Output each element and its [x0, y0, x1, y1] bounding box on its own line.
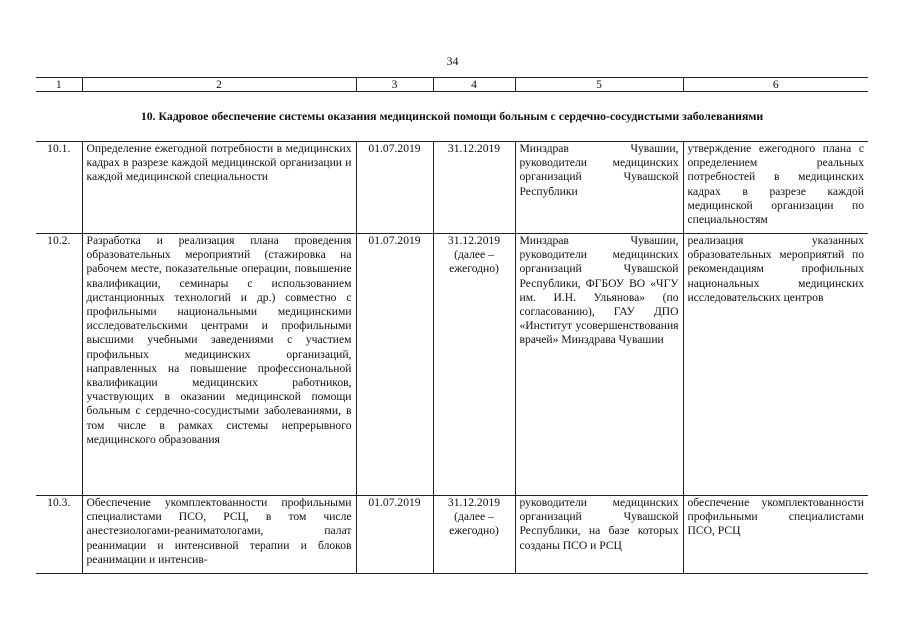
row-responsible: Минздрав Чувашии, руководители медицинских организаций Чувашской Республики, ФГБОУ ВО «ЧГУ им. И.Н. Ульянова» (по согласованию), ГАУ ДПО «Институт усовершенствования врачей» Минздрава Чувашии — [515, 234, 683, 496]
row-result: обеспечение укомплектованности профильными специалистами ПСО, РСЦ — [683, 496, 868, 574]
column-number-row — [36, 78, 868, 92]
row-responsible: руководители медицинских организаций Чувашской Республики, на базе которых созданы ПСО и РСЦ — [515, 496, 683, 574]
section-row — [36, 92, 868, 142]
row-description: Определение ежегодной потребности в медицинских кадрах в разрезе каждой медицинской организации и каждой медицинской специальности — [82, 142, 356, 234]
column-number: 5 — [515, 78, 683, 92]
table-row — [36, 142, 868, 234]
table-row — [36, 234, 868, 496]
row-start-date: 01.07.2019 — [356, 496, 433, 574]
row-end-date: 31.12.2019 (далее – ежегодно) — [433, 234, 515, 496]
row-number: 10.2. — [36, 234, 82, 496]
row-result: утверждение ежегодного плана с определением реальных потребностей в медицинских кадрах в разрезе каждой медицинской организации по специальностям — [683, 142, 868, 234]
row-start-date: 01.07.2019 — [356, 142, 433, 234]
row-result: реализация указанных образовательных мероприятий по рекомендациям профильных национальных медицинских исследовательских центров — [683, 234, 868, 496]
row-description: Обеспечение укомплектованности профильными специалистами ПСО, РСЦ, в том числе анестезиологами-реаниматологами, палат реанимации и интенсивной терапии и блоков реанимации и интенсив- — [82, 496, 356, 574]
row-start-date: 01.07.2019 — [356, 234, 433, 496]
row-responsible: Минздрав Чувашии, руководители медицинских организаций Чувашской Республики — [515, 142, 683, 234]
row-end-date: 31.12.2019 (далее – ежегодно) — [433, 496, 515, 574]
row-number: 10.1. — [36, 142, 82, 234]
table-row — [36, 496, 868, 574]
column-number: 6 — [683, 78, 868, 92]
column-number: 4 — [433, 78, 515, 92]
section-title: 10. Кадровое обеспечение системы оказания медицинской помощи больным с сердечно-сосудистыми заболеваниями — [36, 92, 868, 142]
measures-table — [36, 77, 868, 574]
row-description: Разработка и реализация плана проведения образовательных мероприятий (стажировка на рабочем месте, показательные операции, повышение квалификации, семинары с использованием дистанционных технологий и др.) совместно с профильными национальными медицинскими исследовательскими центрами и профильными высшими учебными заведениями с участием профильных медицинских организаций, направленных на повышение профессиональной квалификации медицинских работников, участвующих в оказании медицинской помощи больным с сердечно-сосудистыми заболеваниями, в том числе в рамках системы непрерывного медицинского образования — [82, 234, 356, 496]
column-number: 2 — [82, 78, 356, 92]
row-number: 10.3. — [36, 496, 82, 574]
column-number: 3 — [356, 78, 433, 92]
column-number: 1 — [36, 78, 82, 92]
row-end-date: 31.12.2019 — [433, 142, 515, 234]
page-number: 34 — [446, 54, 459, 68]
